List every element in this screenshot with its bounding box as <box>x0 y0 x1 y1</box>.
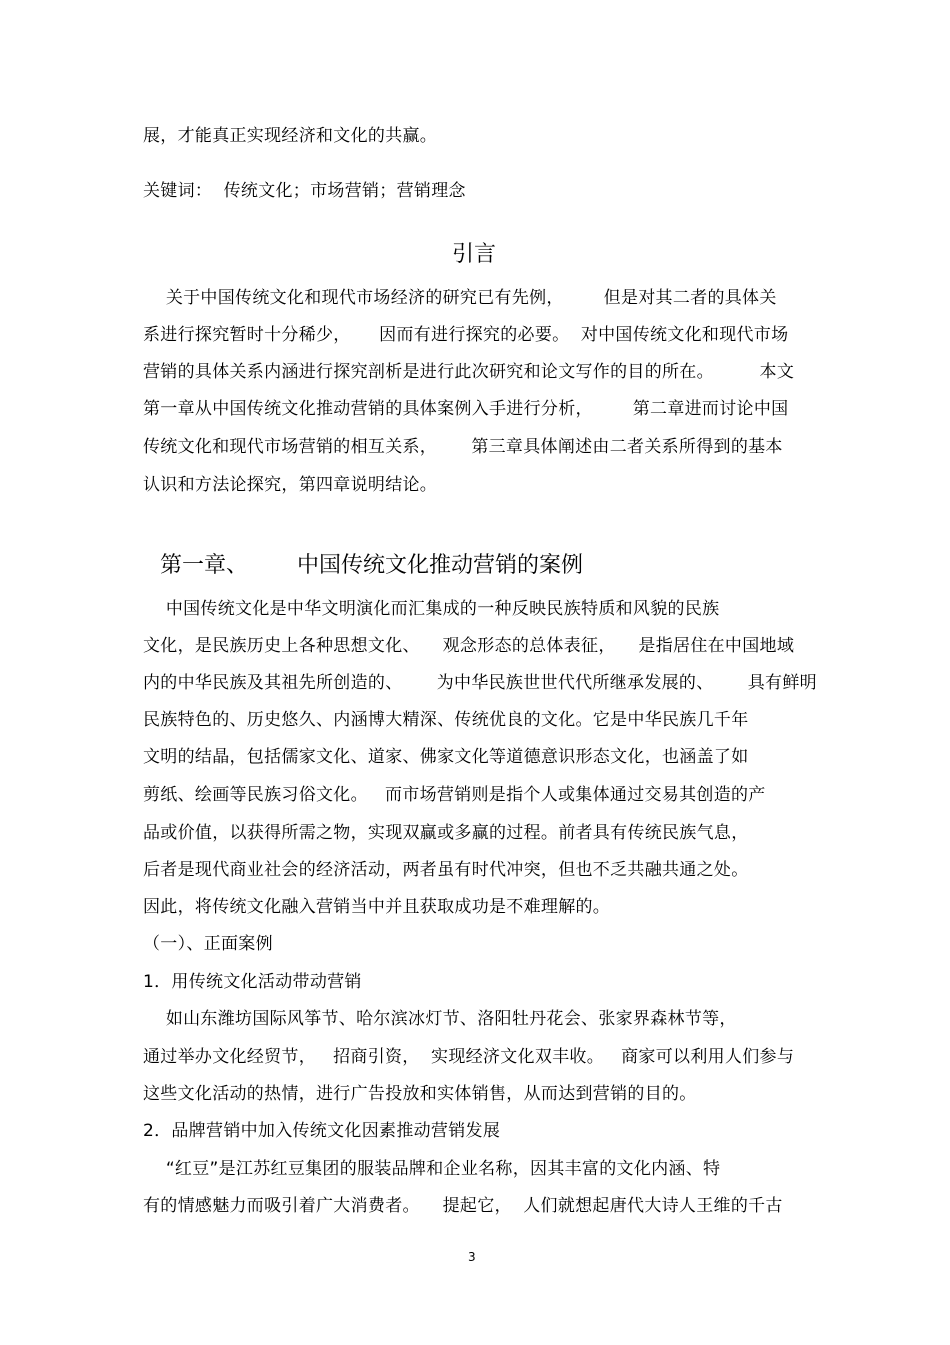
chapter-title: 第一章、 中国传统文化推动营销的案例 <box>160 553 583 578</box>
text-line: 关于中国传统文化和现代市场经济的研究已有先例， 但是对其二者的具体关 <box>143 288 777 308</box>
text-line: 品或价值，以获得所需之物，实现双赢或多赢的过程。前者具有传统民族气息， <box>143 823 749 843</box>
subheading: （一）、正面案例 <box>143 934 273 954</box>
text-line: 因此，将传统文化融入营销当中并且获取成功是不难理解的。 <box>143 897 611 917</box>
text-line: 传统文化和现代市场营销的相互关系， 第三章具体阐述由二者关系所得到的基本 <box>143 437 783 457</box>
text-line: 有的情感魅力而吸引着广大消费者。 提起它， 人们就想起唐代大诗人王维的千古 <box>143 1196 783 1216</box>
keywords-line: 关键词： 传统文化；市场营销；营销理念 <box>143 181 466 201</box>
subheading: 1．用传统文化活动带动营销 <box>143 972 362 992</box>
text-line: 系进行探究暂时十分稀少， 因而有进行探究的必要。 对中国传统文化和现代市场 <box>143 325 789 345</box>
text-line: 文化，是民族历史上各种思想文化、 观念形态的总体表征， 是指居住在中国地域 <box>143 636 795 656</box>
text-line: 民族特色的、历史悠久、内涵博大精深、传统优良的文化。它是中华民族几千年 <box>143 710 749 730</box>
text-line: 如山东潍坊国际风筝节、哈尔滨冰灯节、洛阳牡丹花会、张家界森林节等， <box>143 1009 737 1029</box>
subheading: 2．品牌营销中加入传统文化因素推动营销发展 <box>143 1121 501 1141</box>
text-line: 第一章从中国传统文化推动营销的具体案例入手进行分析， 第二章进而讨论中国 <box>143 399 789 419</box>
text-line: 后者是现代商业社会的经济活动，两者虽有时代冲突，但也不乏共融共通之处。 <box>143 860 749 880</box>
text-line: 剪纸、绘画等民族习俗文化。 而市场营销则是指个人或集体通过交易其创造的产 <box>143 785 766 805</box>
text-line: 通过举办文化经贸节， 招商引资， 实现经济文化双丰收。 商家可以利用人们参与 <box>143 1047 795 1067</box>
text-line: 营销的具体关系内涵进行探究剖析是进行此次研究和论文写作的目的所在。 本文 <box>143 362 795 382</box>
text-line: 内的中华民族及其祖先所创造的、 为中华民族世世代代所继承发展的、 具有鲜明 <box>143 673 817 693</box>
text-line: 认识和方法论探究，第四章说明结论。 <box>143 475 438 495</box>
text-line: 中国传统文化是中华文明演化而汇集成的一种反映民族特质和风貌的民族 <box>143 599 720 619</box>
page-number: 3 <box>468 1250 476 1264</box>
text-line: “红豆”是江苏红豆集团的服装品牌和企业名称，因其丰富的文化内涵、特 <box>143 1159 721 1179</box>
text-line: 文明的结晶，包括儒家文化、道家、佛家文化等道德意识形态文化，也涵盖了如 <box>143 747 749 767</box>
section-title-intro: 引言 <box>452 242 497 267</box>
text-line: 展，才能真正实现经济和文化的共赢。 <box>143 126 438 146</box>
text-line: 这些文化活动的热情，进行广告投放和实体销售，从而达到营销的目的。 <box>143 1084 697 1104</box>
